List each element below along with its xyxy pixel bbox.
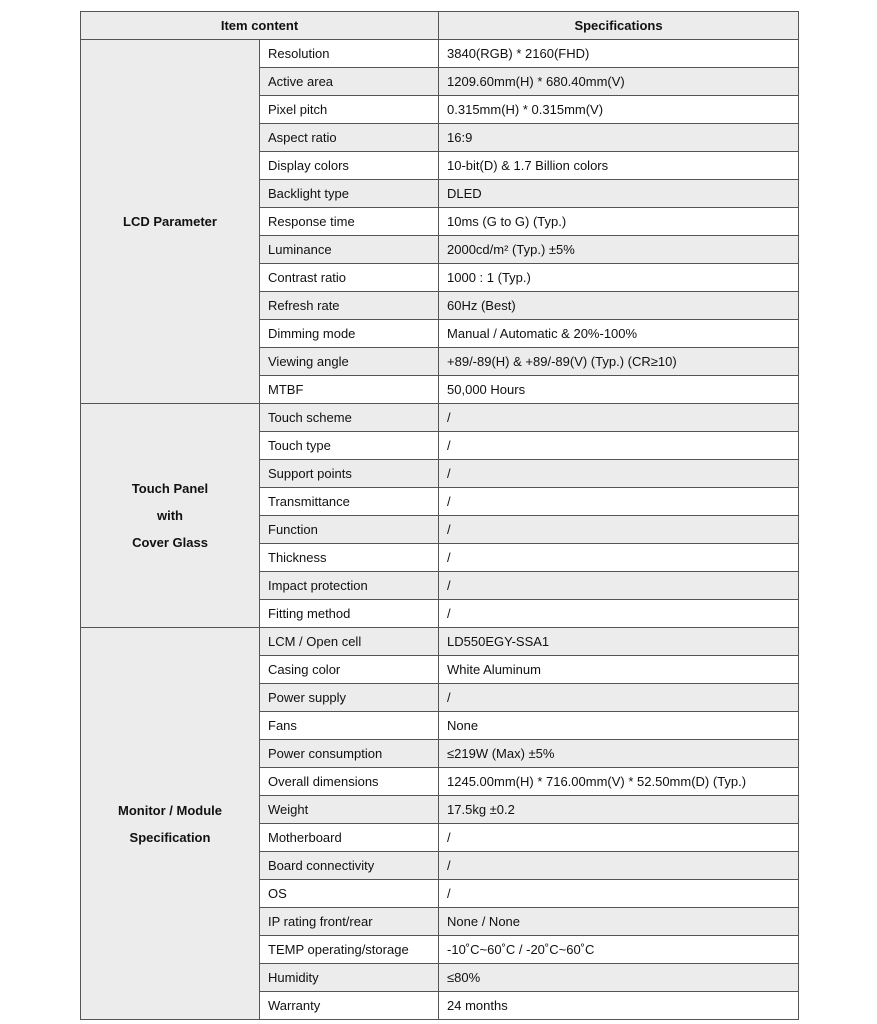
item-name: Pixel pitch xyxy=(260,96,439,124)
item-name: Fitting method xyxy=(260,600,439,628)
item-name: Viewing angle xyxy=(260,348,439,376)
item-name: Humidity xyxy=(260,964,439,992)
item-value: None / None xyxy=(439,908,799,936)
item-value: / xyxy=(439,432,799,460)
item-value: 16:9 xyxy=(439,124,799,152)
item-value: None xyxy=(439,712,799,740)
item-value: / xyxy=(439,684,799,712)
item-value: / xyxy=(439,852,799,880)
item-value: LD550EGY-SSA1 xyxy=(439,628,799,656)
item-name: Active area xyxy=(260,68,439,96)
group-label-line: Monitor / Module xyxy=(118,802,222,818)
item-value: 3840(RGB) * 2160(FHD) xyxy=(439,40,799,68)
item-name: Touch type xyxy=(260,432,439,460)
group-label xyxy=(81,628,260,1020)
item-name: IP rating front/rear xyxy=(260,908,439,936)
header-item-content: Item content xyxy=(81,12,439,40)
item-name: Aspect ratio xyxy=(260,124,439,152)
item-value: 10-bit(D) & 1.7 Billion colors xyxy=(439,152,799,180)
item-value: +89/-89(H) & +89/-89(V) (Typ.) (CR≥10) xyxy=(439,348,799,376)
group-label-line: Specification xyxy=(129,829,211,845)
item-name: TEMP operating/storage xyxy=(260,936,439,964)
item-value: 50,000 Hours xyxy=(439,376,799,404)
item-value: 60Hz (Best) xyxy=(439,292,799,320)
table-header-row xyxy=(81,12,799,40)
item-name: LCM / Open cell xyxy=(260,628,439,656)
item-name: Function xyxy=(260,516,439,544)
item-name: Touch scheme xyxy=(260,404,439,432)
item-value: 2000cd/m² (Typ.) ±5% xyxy=(439,236,799,264)
item-value: ≤219W (Max) ±5% xyxy=(439,740,799,768)
specification-table xyxy=(80,11,799,1020)
item-name: Impact protection xyxy=(260,572,439,600)
item-value: / xyxy=(439,460,799,488)
group-label-line: Touch Panel xyxy=(131,481,209,496)
item-name: Contrast ratio xyxy=(260,264,439,292)
item-value: 1000 : 1 (Typ.) xyxy=(439,264,799,292)
item-name: OS xyxy=(260,880,439,908)
item-value: 1245.00mm(H) * 716.00mm(V) * 52.50mm(D) (Typ.) xyxy=(439,768,799,796)
item-name: Motherboard xyxy=(260,824,439,852)
item-value: DLED xyxy=(439,180,799,208)
item-value: / xyxy=(439,824,799,852)
item-name: Power supply xyxy=(260,684,439,712)
item-value: 24 months xyxy=(439,992,799,1020)
item-value: 1209.60mm(H) * 680.40mm(V) xyxy=(439,68,799,96)
item-value: / xyxy=(439,880,799,908)
item-name: Response time xyxy=(260,208,439,236)
item-value: ≤80% xyxy=(439,964,799,992)
table-row xyxy=(81,628,799,656)
item-name: Refresh rate xyxy=(260,292,439,320)
item-name: Fans xyxy=(260,712,439,740)
item-value: 0.315mm(H) * 0.315mm(V) xyxy=(439,96,799,124)
item-value: / xyxy=(439,572,799,600)
item-value: -10˚C~60˚C / -20˚C~60˚C xyxy=(439,936,799,964)
item-value: / xyxy=(439,404,799,432)
item-value: 10ms (G to G) (Typ.) xyxy=(439,208,799,236)
item-name: Transmittance xyxy=(260,488,439,516)
item-name: Resolution xyxy=(260,40,439,68)
item-name: Luminance xyxy=(260,236,439,264)
table-row xyxy=(81,40,799,68)
item-value: 17.5kg ±0.2 xyxy=(439,796,799,824)
item-name: Weight xyxy=(260,796,439,824)
item-value: / xyxy=(439,544,799,572)
table-body xyxy=(81,40,799,1020)
item-name: Support points xyxy=(260,460,439,488)
item-value: / xyxy=(439,488,799,516)
item-value: White Aluminum xyxy=(439,656,799,684)
group-label-line: Cover Glass xyxy=(132,535,208,550)
table-row xyxy=(81,404,799,432)
group-label-line: with xyxy=(157,508,183,523)
item-value: / xyxy=(439,600,799,628)
item-name: Warranty xyxy=(260,992,439,1020)
item-name: Display colors xyxy=(260,152,439,180)
item-name: Thickness xyxy=(260,544,439,572)
group-label xyxy=(81,40,260,404)
item-name: Power consumption xyxy=(260,740,439,768)
header-specifications: Specifications xyxy=(439,12,799,40)
item-name: Board connectivity xyxy=(260,852,439,880)
item-value: Manual / Automatic & 20%-100% xyxy=(439,320,799,348)
item-name: Backlight type xyxy=(260,180,439,208)
item-value: / xyxy=(439,516,799,544)
item-name: Dimming mode xyxy=(260,320,439,348)
item-name: MTBF xyxy=(260,376,439,404)
group-label-line: LCD Parameter xyxy=(123,214,217,229)
item-name: Overall dimensions xyxy=(260,768,439,796)
group-label xyxy=(81,404,260,628)
item-name: Casing color xyxy=(260,656,439,684)
